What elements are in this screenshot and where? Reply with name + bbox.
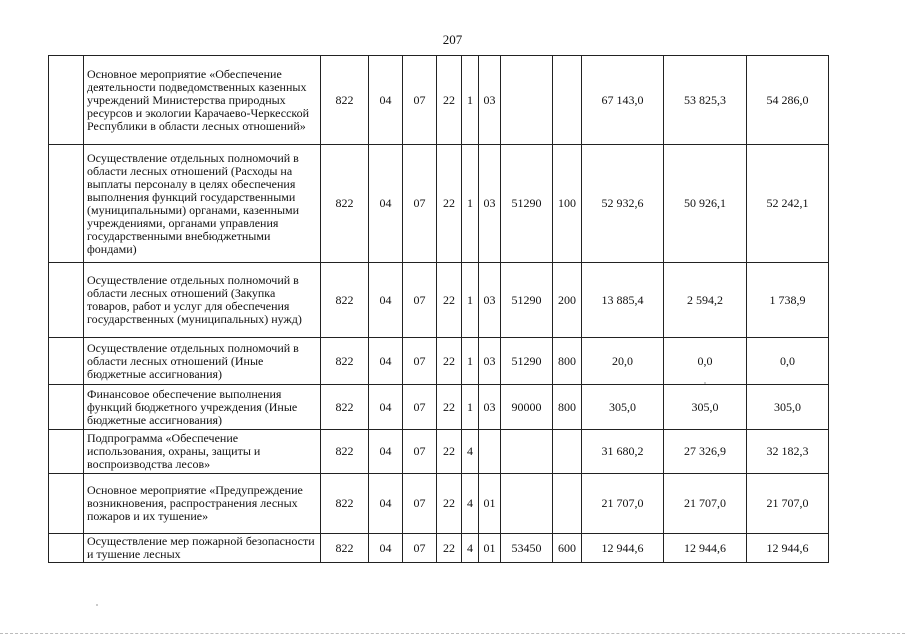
item-name-cell: Подпрограмма «Обеспечение использования, охраны, защиты и воспроизводства лесов» (84, 430, 321, 474)
direction-code-cell: 90000 (501, 385, 553, 430)
expense-type-cell (553, 474, 582, 534)
item-name-cell: Основное мероприятие «Предупреждение возникновения, распространения лесных пожаров и их тушение» (84, 474, 321, 534)
subprogram-code-cell: 4 (462, 534, 479, 563)
direction-code-cell (501, 56, 553, 145)
program-code-cell: 22 (437, 56, 462, 145)
section-code-cell: 04 (369, 338, 403, 385)
expense-type-cell: 800 (553, 385, 582, 430)
amount-year-3-cell: 1 738,9 (747, 263, 829, 338)
direction-code-cell: 53450 (501, 534, 553, 563)
subsection-code-cell: 07 (403, 338, 437, 385)
event-code-cell: 03 (479, 263, 501, 338)
section-code-cell: 04 (369, 534, 403, 563)
section-code-cell: 04 (369, 263, 403, 338)
amount-year-1-cell: 305,0 (582, 385, 664, 430)
row-number-cell (49, 474, 84, 534)
table-row (49, 385, 829, 430)
amount-year-1-cell: 12 944,6 (582, 534, 664, 563)
direction-code-cell: 51290 (501, 338, 553, 385)
subprogram-code-cell: 1 (462, 145, 479, 263)
row-number-cell (49, 430, 84, 474)
subprogram-code-cell: 1 (462, 263, 479, 338)
program-code-cell: 22 (437, 534, 462, 563)
direction-code-cell (501, 474, 553, 534)
amount-year-2-cell: 305,0 (664, 385, 747, 430)
table-row (49, 56, 829, 145)
expense-type-cell: 200 (553, 263, 582, 338)
program-code-cell: 22 (437, 145, 462, 263)
amount-year-1-cell: 67 143,0 (582, 56, 664, 145)
subsection-code-cell: 07 (403, 430, 437, 474)
ministry-code-cell: 822 (321, 338, 369, 385)
program-code-cell: 22 (437, 263, 462, 338)
section-code-cell: 04 (369, 385, 403, 430)
amount-year-2-cell: 50 926,1 (664, 145, 747, 263)
subprogram-code-cell: 4 (462, 474, 479, 534)
expense-type-cell (553, 56, 582, 145)
subprogram-code-cell: 1 (462, 56, 479, 145)
expense-type-cell: 600 (553, 534, 582, 563)
amount-year-2-cell: 0,0 (664, 338, 747, 385)
section-code-cell: 04 (369, 56, 403, 145)
amount-year-3-cell: 305,0 (747, 385, 829, 430)
amount-year-2-cell: 53 825,3 (664, 56, 747, 145)
expense-type-cell: 100 (553, 145, 582, 263)
event-code-cell: 03 (479, 145, 501, 263)
amount-year-2-cell: 2 594,2 (664, 263, 747, 338)
event-code-cell: 01 (479, 534, 501, 563)
row-number-cell (49, 263, 84, 338)
section-code-cell: 04 (369, 474, 403, 534)
amount-year-3-cell: 32 182,3 (747, 430, 829, 474)
subprogram-code-cell: 1 (462, 385, 479, 430)
item-name-cell: Финансовое обеспечение выполнения функций бюджетного учреждения (Иные бюджетные ассигнования) (84, 385, 321, 430)
table-row (49, 338, 829, 385)
expense-type-cell: 800 (553, 338, 582, 385)
section-code-cell: 04 (369, 145, 403, 263)
page-number: 207 (442, 32, 463, 47)
row-number-cell (49, 56, 84, 145)
scan-speck (704, 382, 706, 384)
item-name-cell: Осуществление отдельных полномочий в области лесных отношений (Иные бюджетные ассигнования) (84, 338, 321, 385)
ministry-code-cell: 822 (321, 385, 369, 430)
ministry-code-cell: 822 (321, 263, 369, 338)
table-row (49, 430, 829, 474)
table-row (49, 474, 829, 534)
amount-year-1-cell: 20,0 (582, 338, 664, 385)
program-code-cell: 22 (437, 430, 462, 474)
subsection-code-cell: 07 (403, 534, 437, 563)
event-code-cell: 03 (479, 385, 501, 430)
direction-code-cell: 51290 (501, 263, 553, 338)
amount-year-2-cell: 12 944,6 (664, 534, 747, 563)
subprogram-code-cell: 1 (462, 338, 479, 385)
program-code-cell: 22 (437, 385, 462, 430)
event-code-cell (479, 430, 501, 474)
ministry-code-cell: 822 (321, 474, 369, 534)
subsection-code-cell: 07 (403, 145, 437, 263)
scan-speck (96, 604, 98, 606)
item-name-cell: Осуществление отдельных полномочий в области лесных отношений (Расходы на выплаты персоналу в целях обеспечения выполнения функций государственными (муниципальными) органами, казенными учреждениями, органами управления государственными внебюджетными фондами) (84, 145, 321, 263)
amount-year-3-cell: 0,0 (747, 338, 829, 385)
subsection-code-cell: 07 (403, 263, 437, 338)
subsection-code-cell: 07 (403, 474, 437, 534)
row-number-cell (49, 534, 84, 563)
item-name-cell: Осуществление мер пожарной безопасности и тушение лесных (84, 534, 321, 563)
item-name-cell: Основное мероприятие «Обеспечение деятельности подведомственных казенных учреждений Министерства природных ресурсов и экологии Карачаево-Черкесской Республики в области лесных отношений» (84, 56, 321, 145)
subsection-code-cell: 07 (403, 56, 437, 145)
table-row (49, 263, 829, 338)
subprogram-code-cell: 4 (462, 430, 479, 474)
event-code-cell: 01 (479, 474, 501, 534)
amount-year-2-cell: 27 326,9 (664, 430, 747, 474)
program-code-cell: 22 (437, 474, 462, 534)
event-code-cell: 03 (479, 56, 501, 145)
ministry-code-cell: 822 (321, 56, 369, 145)
amount-year-3-cell: 21 707,0 (747, 474, 829, 534)
table-row (49, 534, 829, 563)
expense-type-cell (553, 430, 582, 474)
event-code-cell: 03 (479, 338, 501, 385)
program-code-cell: 22 (437, 338, 462, 385)
item-name-cell: Осуществление отдельных полномочий в области лесных отношений (Закупка товаров, работ и услуг для обеспечения государственных (муниципальных) нужд) (84, 263, 321, 338)
budget-table (48, 55, 829, 563)
scan-edge-line (0, 633, 905, 634)
direction-code-cell: 51290 (501, 145, 553, 263)
amount-year-1-cell: 31 680,2 (582, 430, 664, 474)
amount-year-1-cell: 13 885,4 (582, 263, 664, 338)
ministry-code-cell: 822 (321, 145, 369, 263)
section-code-cell: 04 (369, 430, 403, 474)
row-number-cell (49, 385, 84, 430)
subsection-code-cell: 07 (403, 385, 437, 430)
ministry-code-cell: 822 (321, 430, 369, 474)
direction-code-cell (501, 430, 553, 474)
ministry-code-cell: 822 (321, 534, 369, 563)
amount-year-1-cell: 52 932,6 (582, 145, 664, 263)
table-row (49, 145, 829, 263)
row-number-cell (49, 338, 84, 385)
amount-year-2-cell: 21 707,0 (664, 474, 747, 534)
amount-year-3-cell: 54 286,0 (747, 56, 829, 145)
amount-year-3-cell: 12 944,6 (747, 534, 829, 563)
amount-year-3-cell: 52 242,1 (747, 145, 829, 263)
amount-year-1-cell: 21 707,0 (582, 474, 664, 534)
row-number-cell (49, 145, 84, 263)
